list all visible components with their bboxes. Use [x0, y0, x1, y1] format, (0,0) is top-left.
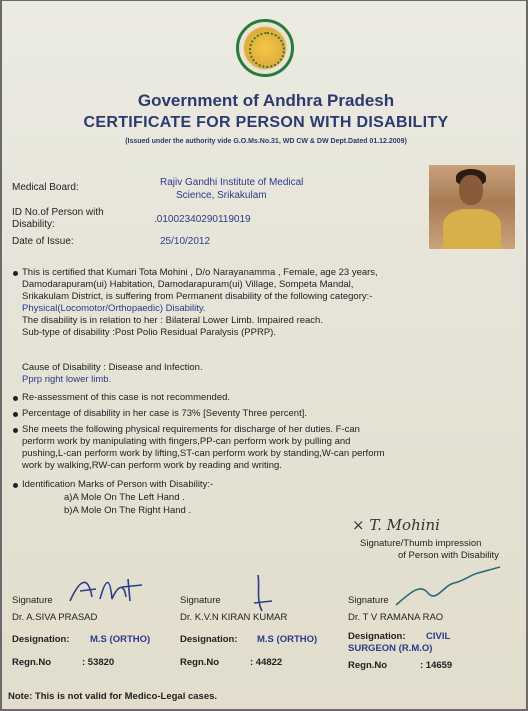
- certification-line1: This is certified that Kumari Tota Mohini , D/o Narayanamma , Female, age 23 years,: [22, 267, 378, 278]
- bullet-4: [13, 428, 18, 433]
- identification-marks-title: Identification Marks of Person with Disability:-: [22, 479, 214, 490]
- person-signature-caption-line1: Signature/Thumb impression: [360, 538, 482, 549]
- footer-note: Note: This is not valid for Medico-Legal cases.: [8, 691, 218, 702]
- doctor3-designation: CIVIL: [426, 631, 451, 642]
- reassessment-line: Re-assessment of this case is not recommended.: [22, 392, 231, 403]
- id-value: .01002340290119019: [154, 214, 251, 225]
- date-of-issue-label: Date of Issue:: [12, 236, 74, 247]
- doctor1-signature-scribble: [66, 573, 146, 607]
- certification-line3: Srikakulam District, is suffering from Permanent disability of the following category:-: [22, 291, 373, 302]
- certificate-title: CERTIFICATE FOR PERSON WITH DISABILITY: [83, 114, 449, 131]
- person-handwritten-signature: × T. Mohini: [352, 516, 440, 534]
- doctor1-name: Dr. A.SIVA PRASAD: [12, 612, 98, 623]
- id-label-line2: Disability:: [12, 219, 55, 230]
- requirements-line2: perform work by manipulating with fingers,PP-can perform work by pulling and: [22, 436, 351, 447]
- doctor3-name: Dr. T V RAMANA RAO: [348, 612, 444, 623]
- requirements-line3: pushing,L-can perform work by lifting,ST-can perform work by standing,W-can perform: [22, 448, 385, 459]
- person-photo: [429, 165, 515, 249]
- doctor2-regn-label: Regn.No: [180, 657, 220, 668]
- doctor2-signature-label: Signature: [180, 595, 221, 606]
- bullet-2: [13, 396, 18, 401]
- doctor2-signature-scribble: [250, 573, 280, 613]
- date-of-issue-value: 25/10/2012: [160, 236, 211, 247]
- disability-subtype: Sub-type of disability :Post Polio Residual Paralysis (PPRP).: [22, 327, 276, 338]
- bullet-3: [13, 412, 18, 417]
- doctor1-signature-label: Signature: [12, 595, 53, 606]
- doctor3-regn-label: Regn.No: [348, 660, 388, 671]
- requirements-line4: work by walking,RW-can perform work by reading and writing.: [22, 460, 282, 471]
- issued-authority-line: (Issued under the authority vide G.O.Ms.No.31, WD CW & DW Dept.Dated 01.12.2009): [125, 138, 407, 145]
- state-emblem-seal: [236, 19, 294, 77]
- doctor2-designation-label: Designation:: [180, 634, 238, 645]
- doctor2-name: Dr. K.V.N KIRAN KUMAR: [180, 612, 288, 623]
- percentage-line: Percentage of disability in her case is 73% [Seventy Three percent].: [22, 408, 307, 419]
- doctor3-designation-line2: SURGEON (R.M.O): [348, 643, 433, 654]
- person-signature-caption-line2: of Person with Disability: [398, 550, 499, 561]
- medical-board-label: Medical Board:: [12, 182, 79, 193]
- disability-relation: The disability is in relation to her : Bilateral Lower Limb. Impaired reach.: [22, 315, 323, 326]
- id-label-line1: ID No.of Person with: [12, 207, 104, 218]
- requirements-line1: She meets the following physical requirements for discharge of her duties. F-can: [22, 424, 360, 435]
- doctor2-designation: M.S (ORTHO): [257, 634, 318, 645]
- doctor2-regn-number: : 44822: [250, 657, 283, 668]
- disability-category: Physical(Locomotor/Orthopaedic) Disability.: [22, 303, 206, 314]
- doctor1-regn-label: Regn.No: [12, 657, 52, 668]
- identification-mark-a: a)A Mole On The Left Hand .: [64, 492, 185, 503]
- doctor3-signature-scribble: [394, 563, 502, 609]
- bullet-5: [13, 483, 18, 488]
- medical-board-value-line2: Science, Srikakulam: [176, 190, 267, 201]
- government-title: Government of Andhra Pradesh: [137, 91, 395, 110]
- doctor1-regn-number: : 53820: [82, 657, 115, 668]
- doctor1-designation: M.S (ORTHO): [90, 634, 151, 645]
- identification-mark-b: b)A Mole On The Right Hand .: [64, 505, 192, 516]
- certification-line2: Damodarapuram(ui) Habitation, Damodarapuram(ui) Village, Sompeta Mandal,: [22, 279, 354, 290]
- doctor3-designation-label: Designation:: [348, 631, 406, 642]
- medical-board-value-line1: Rajiv Gandhi Institute of Medical: [160, 177, 304, 188]
- cause-detail: Pprp right lower limb.: [22, 374, 112, 385]
- doctor1-designation-label: Designation:: [12, 634, 70, 645]
- doctor3-regn-number: : 14659: [420, 660, 453, 671]
- cause-of-disability: Cause of Disability : Disease and Infection.: [22, 362, 203, 373]
- doctor3-signature-label: Signature: [348, 595, 389, 606]
- bullet-1: [13, 271, 18, 276]
